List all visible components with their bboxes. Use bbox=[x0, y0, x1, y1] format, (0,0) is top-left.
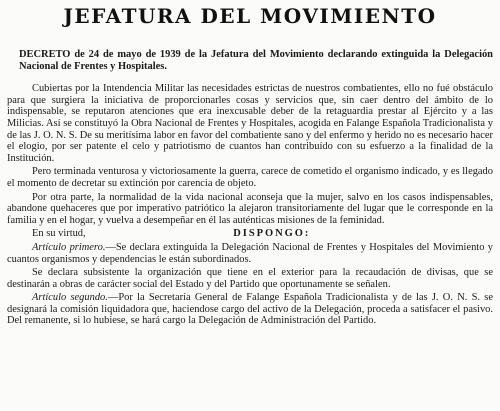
article-one bbox=[7, 242, 493, 265]
closing-line-row bbox=[7, 228, 493, 240]
document-body bbox=[7, 49, 493, 327]
article-two-label: Artículo segundo. bbox=[32, 292, 108, 304]
paragraph-1: Cubiertas por la Intendencia Militar las necesidades estrictas de nuestros combatientes, ello no fué obstáculo para que surgiera la iniciativa de proporcionarles cosas y servicios que, sin caer dentro del ámbito de lo indispensable, se reputaron atenciones que era inexcusable deber de la retaguardia prestar al Ejército y a las Milicias. Así se constituyó la Obra Nacional de Frentes y Hospitales, acogida en Falange Española Tradicionalista y de las J. O. N. S. De su meritísima labor en favor del combatiente sano y del enfermo y herido no es necesario hacer el elogio, por ser patente el celo y patriotismo de cuantos han contribuído con su esfuerzo a la finalidad de la Institución. bbox=[7, 83, 493, 164]
page-title: JEFATURA DEL MOVIMIENTO bbox=[63, 4, 437, 28]
paragraph-2: Pero terminada venturosa y victoriosamente la guerra, carece de cometido el organismo indicado, y es llegado el momento de decretar su extinción por carencia de objeto. bbox=[7, 166, 493, 189]
article-two bbox=[7, 292, 493, 327]
paragraph-3: Por otra parte, la normalidad de la vida nacional aconseja que la mujer, salvo en los casos indispensables, abandone quehaceres que por imperativo patriótico la alejaron transitoriamente del lugar que le corresponde en la familia y en el hogar, y vuelva a desempeñar en él las auténticas misiones de la feminidad. bbox=[7, 191, 493, 226]
closing-line: En su virtud, bbox=[32, 228, 86, 240]
article-one-extra: Se declara subsistente la organización que tiene en el exterior para la recaudación de divisas, que se destinarán a obras de carácter social del Estado y del Partido que oportunamente se señalen. bbox=[7, 267, 493, 290]
decree-heading: DECRETO de 24 de mayo de 1939 de la Jefatura del Movimiento declarando extinguida la Delegación Nacional de Frentes y Hospitales. bbox=[19, 49, 493, 72]
article-two-text: —Por la Secretaría General de Falange Española Tradicionalista y de las J. O. N. S. se designará la comisión liquidadora que, haciendose cargo del activo de la Delegación, proceda a satisfacer el pasivo. Del remanente, si lo hubiese, se hará cargo la Delegación de Administración del Partido. bbox=[7, 292, 493, 327]
dispongo-heading: DISPONGO: bbox=[233, 228, 311, 240]
article-one-label: Artículo primero. bbox=[32, 241, 106, 253]
article-one-text: —Se declara extinguida la Delegación Nacional de Frentes y Hospitales del Movimiento y cuantos organismos y dependencias le están subordinados. bbox=[7, 241, 494, 265]
